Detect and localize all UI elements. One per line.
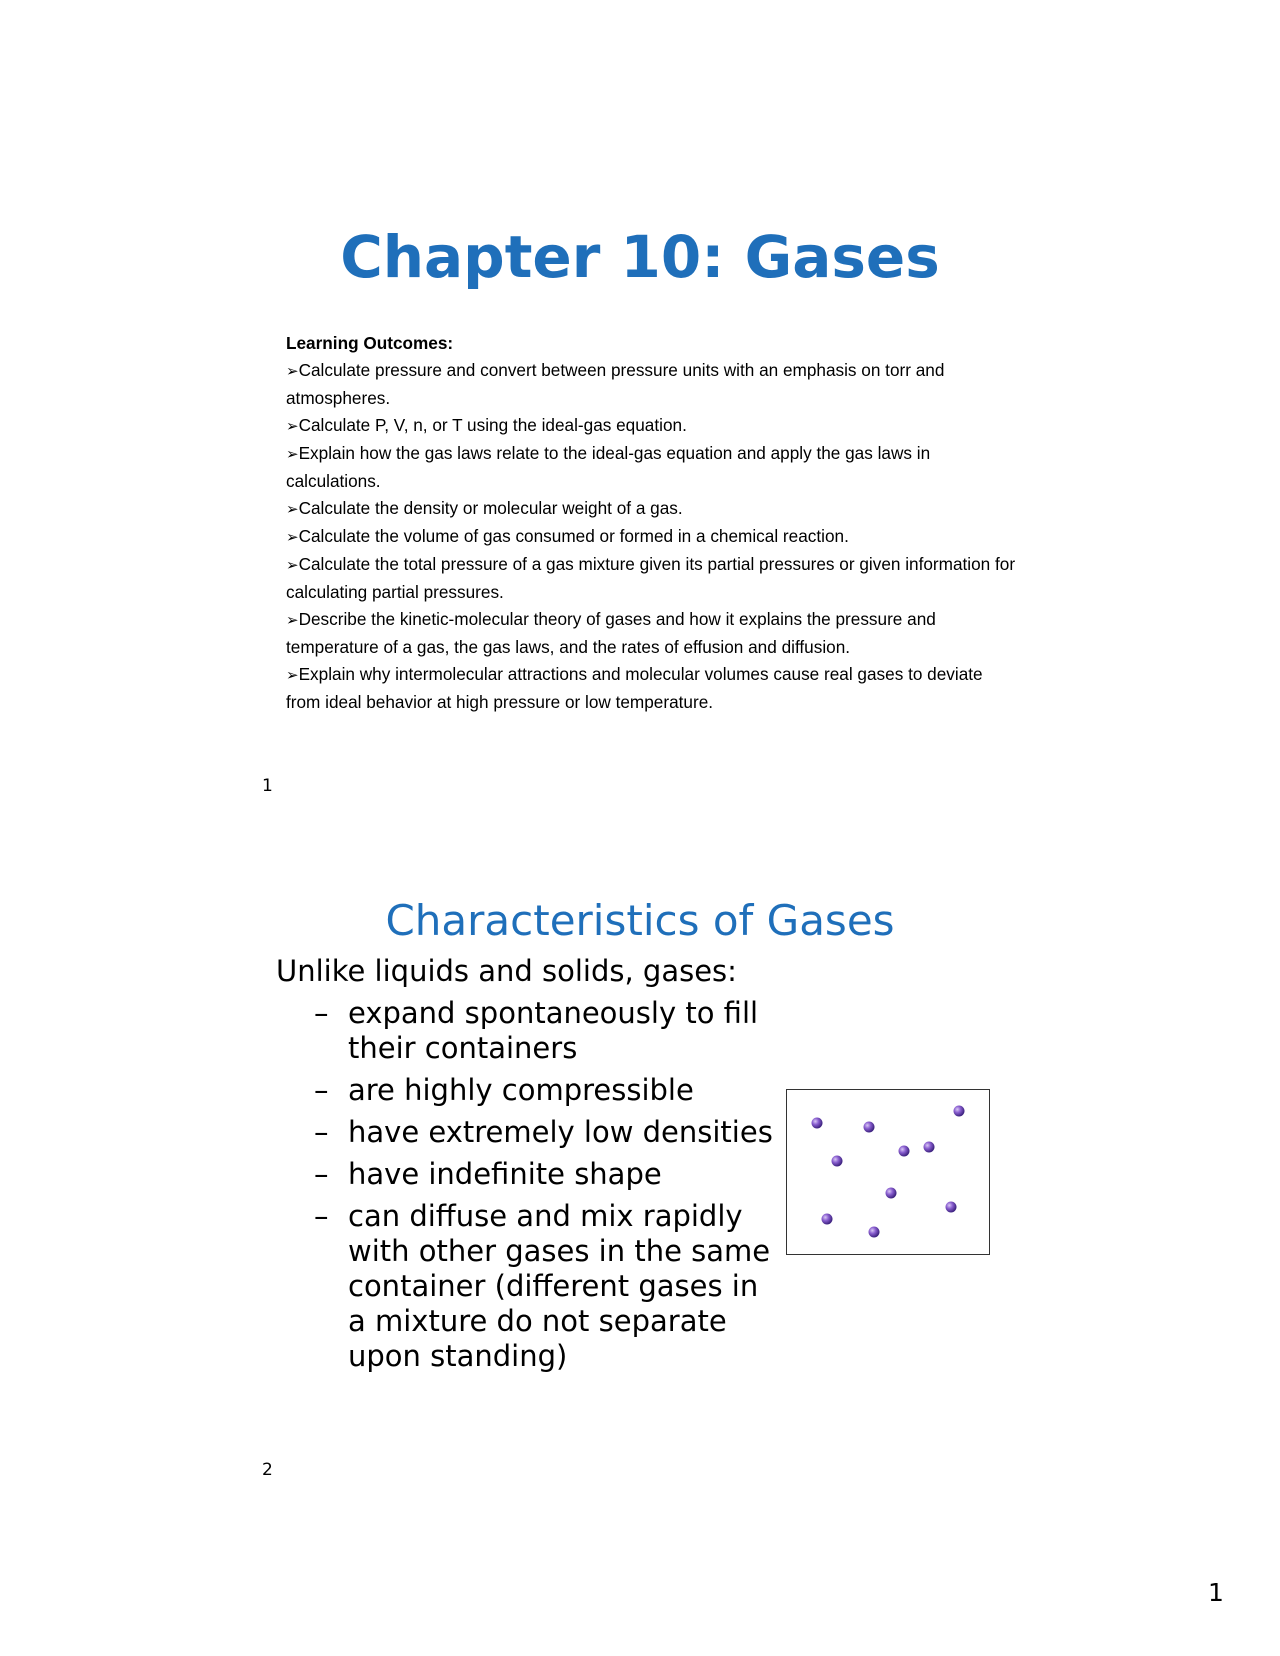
outcome-text: Calculate pressure and convert between pressure units with an emphasis on torr and atmospheres. bbox=[286, 360, 945, 408]
list-item-text: have extremely low densities bbox=[348, 1115, 773, 1149]
chapter-title: Chapter 10: Gases bbox=[340, 223, 940, 291]
list-item bbox=[314, 996, 784, 1066]
gas-characteristics-list bbox=[314, 996, 784, 1381]
learning-outcomes bbox=[286, 330, 1016, 716]
gas-particle bbox=[822, 1214, 833, 1225]
gas-particle bbox=[899, 1146, 910, 1157]
outcome-text: Explain why intermolecular attractions and molecular volumes cause real gases to deviate from ideal behavior at high pressure or low temperature. bbox=[286, 664, 983, 712]
slide-title: Characteristics of Gases bbox=[385, 896, 895, 945]
list-item-text: have indefinite shape bbox=[348, 1157, 662, 1191]
list-item bbox=[314, 1157, 784, 1192]
outcome-text: Describe the kinetic-molecular theory of gases and how it explains the pressure and temperature of a gas, the gas laws, and the rates of effusion and diffusion. bbox=[286, 609, 936, 657]
list-item bbox=[314, 1115, 784, 1150]
gas-particles-graphic bbox=[787, 1090, 989, 1254]
gas-particle bbox=[869, 1227, 880, 1238]
arrow-bullet-icon: ➢ bbox=[286, 445, 299, 463]
slide-number: 1 bbox=[262, 776, 273, 796]
outcome-item bbox=[286, 412, 1016, 440]
dash-bullet-icon: – bbox=[314, 1199, 329, 1233]
gas-particle bbox=[924, 1142, 935, 1153]
dash-bullet-icon: – bbox=[314, 1073, 329, 1107]
arrow-bullet-icon: ➢ bbox=[286, 556, 299, 574]
list-item bbox=[314, 1073, 784, 1108]
arrow-bullet-icon: ➢ bbox=[286, 417, 299, 435]
slide-intro-text: Unlike liquids and solids, gases: bbox=[276, 954, 737, 988]
gas-particle bbox=[864, 1122, 875, 1133]
gas-particle bbox=[946, 1202, 957, 1213]
outcome-text: Calculate the volume of gas consumed or formed in a chemical reaction. bbox=[298, 526, 849, 546]
outcome-text: Calculate P, V, n, or T using the ideal-gas equation. bbox=[298, 415, 687, 435]
arrow-bullet-icon: ➢ bbox=[286, 528, 299, 546]
learning-outcomes-heading: Learning Outcomes: bbox=[286, 333, 454, 353]
slide-number: 2 bbox=[262, 1460, 273, 1480]
arrow-bullet-icon: ➢ bbox=[286, 362, 299, 380]
outcome-item bbox=[286, 357, 1016, 412]
arrow-bullet-icon: ➢ bbox=[286, 666, 299, 684]
outcome-item bbox=[286, 523, 1016, 551]
gas-particle bbox=[954, 1106, 965, 1117]
outcome-item bbox=[286, 606, 1016, 661]
arrow-bullet-icon: ➢ bbox=[286, 611, 299, 629]
arrow-bullet-icon: ➢ bbox=[286, 500, 299, 518]
dash-bullet-icon: – bbox=[314, 1157, 329, 1191]
list-item bbox=[314, 1199, 784, 1374]
outcome-text: Explain how the gas laws relate to the ideal-gas equation and apply the gas laws in calculations. bbox=[286, 443, 931, 491]
dash-bullet-icon: – bbox=[314, 1115, 329, 1149]
page-number: 1 bbox=[1208, 1578, 1224, 1607]
gas-container-illustration bbox=[786, 1089, 990, 1255]
list-item-text: are highly compressible bbox=[348, 1073, 694, 1107]
dash-bullet-icon: – bbox=[314, 996, 329, 1030]
list-item-text: expand spontaneously to fill their containers bbox=[348, 996, 759, 1065]
gas-particle bbox=[832, 1156, 843, 1167]
outcome-item bbox=[286, 551, 1016, 606]
gas-particle bbox=[812, 1118, 823, 1129]
outcome-item bbox=[286, 440, 1016, 495]
outcome-item bbox=[286, 661, 1016, 716]
outcome-item bbox=[286, 495, 1016, 523]
outcome-text: Calculate the total pressure of a gas mixture given its partial pressures or given information for calculating partial pressures. bbox=[286, 554, 1016, 602]
gas-particle bbox=[886, 1188, 897, 1199]
outcome-text: Calculate the density or molecular weight of a gas. bbox=[298, 498, 683, 518]
list-item-text: can diffuse and mix rapidly with other gases in the same container (different gases in a mixture do not separate upon standing) bbox=[348, 1199, 771, 1373]
